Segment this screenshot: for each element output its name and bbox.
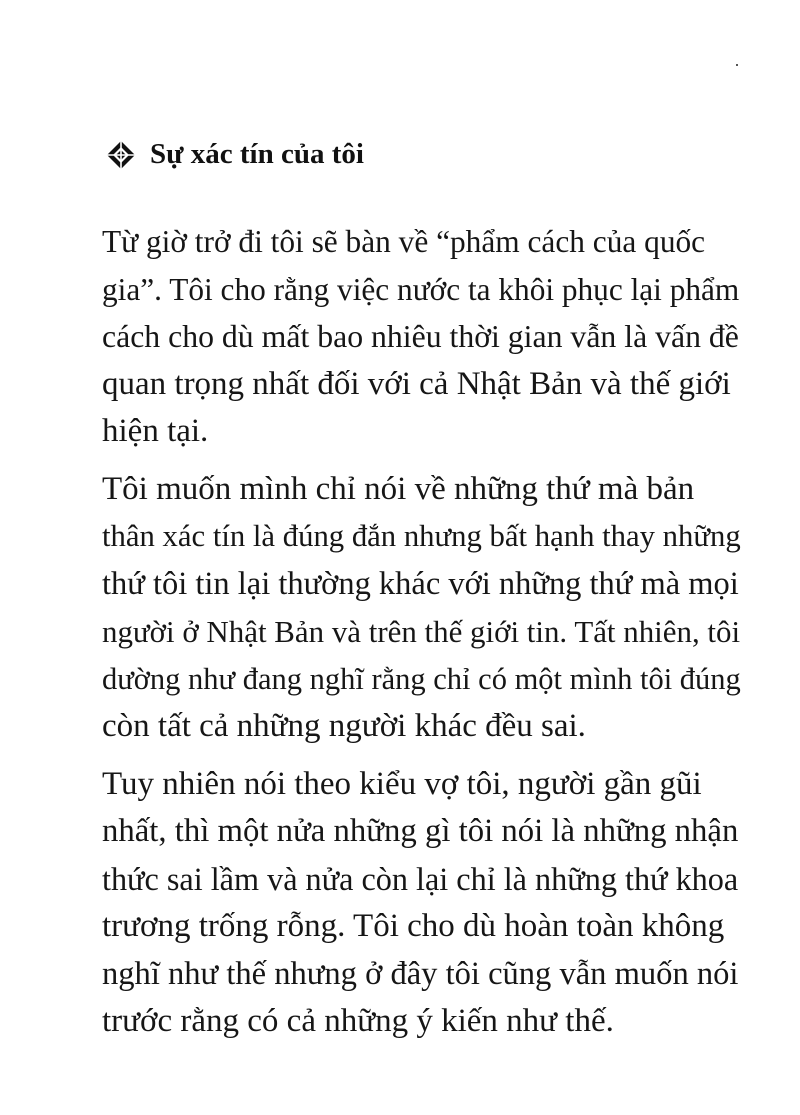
text-line: thứ tôi tin lại thường khác với những thứ mà mọi <box>102 565 739 602</box>
text-line: người ở Nhật Bản và trên thế giới tin. Tất nhiên, tôi <box>102 614 741 649</box>
text-line: cách cho dù mất bao nhiêu thời gian vẫn là vấn đề <box>102 319 739 354</box>
text-line: Tuy nhiên nói theo kiểu vợ tôi, người gần gũi <box>102 765 702 802</box>
text-line: thức sai lầm và nửa còn lại chỉ là những thứ khoa <box>102 860 739 897</box>
paragraph-1 <box>66 218 738 456</box>
text-line: quan trọng nhất đối với cả Nhật Bản và thế giới <box>102 365 731 402</box>
text-line: Từ giờ trở đi tôi sẽ bàn về “phẩm cách của quốc <box>102 224 706 259</box>
section-title: Sự xác tín của tôi <box>150 138 364 170</box>
text-line: gia”. Tôi cho rằng việc nước ta khôi phục lại phẩm <box>102 271 740 307</box>
text-line: trước rằng có cả những ý kiến như thế. <box>102 1003 614 1039</box>
section-heading <box>106 138 364 171</box>
text-line: nghĩ như thế nhưng ở đây tôi cũng vẫn muốn nói <box>102 955 739 992</box>
text-line: thân xác tín là đúng đắn nhưng bất hạnh thay những <box>102 519 741 553</box>
text-line: nhất, thì một nửa những gì tôi nói là những nhận <box>102 813 739 849</box>
diamond-ornament-icon <box>106 140 136 170</box>
scan-speck <box>736 64 738 66</box>
paragraph-3 <box>66 761 738 1046</box>
text-line: còn tất cả những người khác đều sai. <box>102 708 586 744</box>
text-line: trương trống rỗng. Tôi cho dù hoàn toàn không <box>102 908 725 944</box>
body-text <box>66 218 741 1056</box>
text-line: hiện tại. <box>102 413 209 449</box>
text-line: dường như đang nghĩ rằng chỉ có một mình tôi đúng <box>102 661 741 696</box>
text-line: Tôi muốn mình chỉ nói về những thứ mà bản <box>102 470 695 507</box>
paragraph-2 <box>66 466 741 751</box>
